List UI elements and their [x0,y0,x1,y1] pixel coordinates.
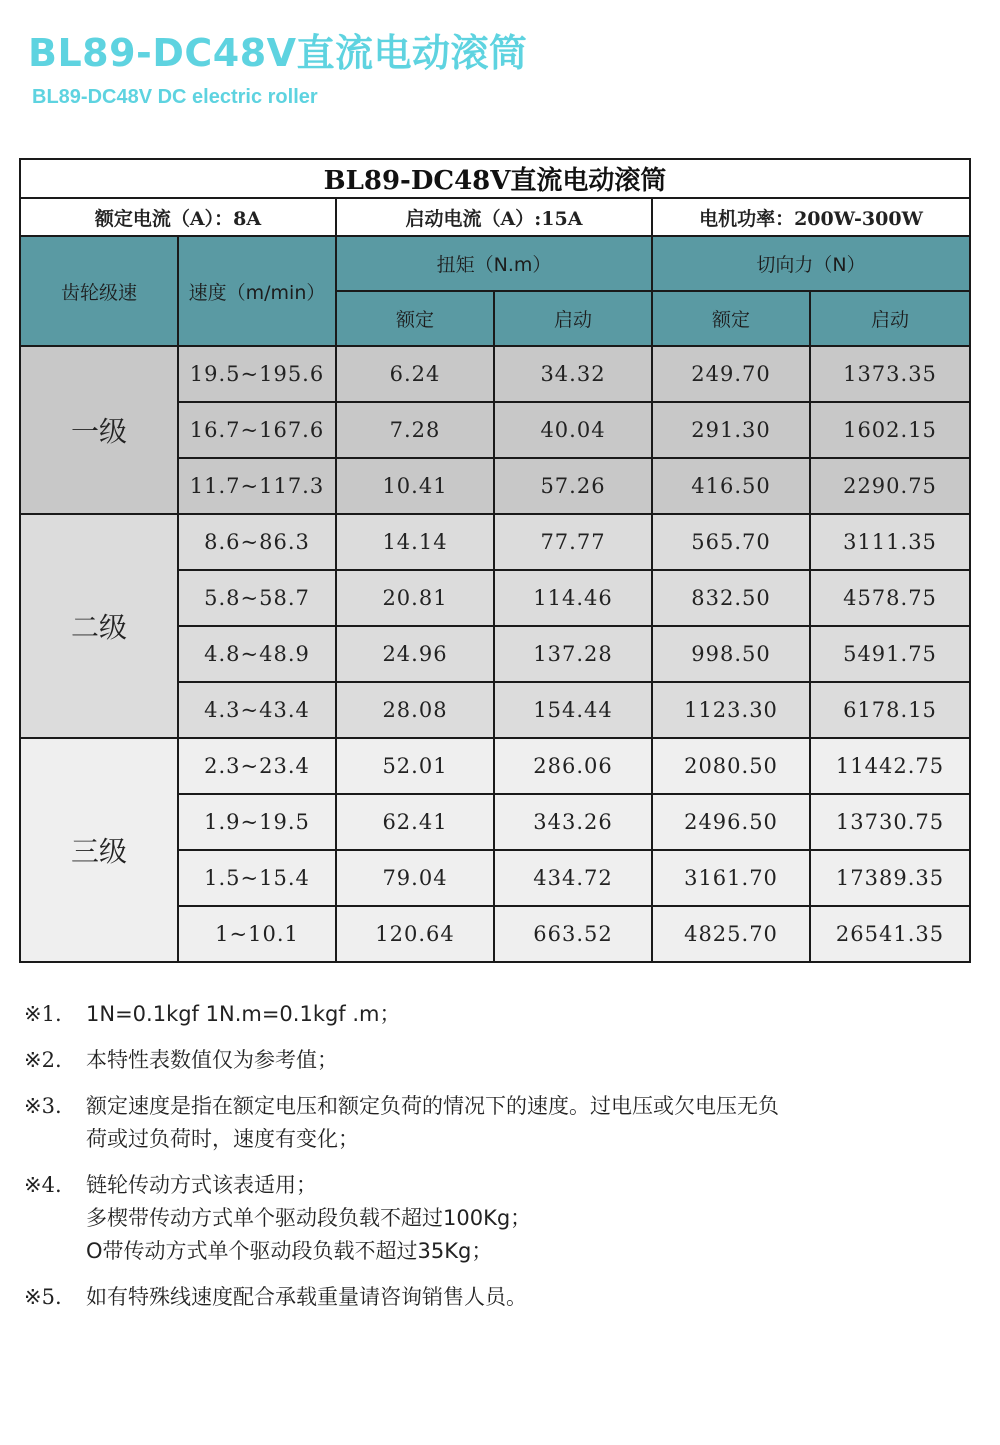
note-mark: ※1. [24,1002,62,1026]
torque-rated-cell: 20.81 [336,570,494,626]
force-rated-cell: 416.50 [652,458,810,514]
force-rated-cell: 249.70 [652,346,810,402]
header-gear-stage: 齿轮级速 [20,236,178,346]
note-line: 多楔带传动方式单个驱动段负载不超过100Kg； [86,1206,532,1230]
torque-rated-cell: 79.04 [336,850,494,906]
table-title: BL89-DC48V直流电动滚筒 [20,159,970,198]
torque-start-cell: 34.32 [494,346,652,402]
header-row-top [20,236,970,291]
torque-rated-cell: 120.64 [336,906,494,962]
spec-row [20,198,970,236]
torque-start-cell: 434.72 [494,850,652,906]
torque-rated-cell: 14.14 [336,514,494,570]
start-current-spec: 启动电流（A）:15A [336,198,652,236]
gear-stage-label: 二级 [20,514,178,738]
header-force-rated: 额定 [652,291,810,346]
force-start-cell: 1602.15 [810,402,970,458]
force-start-cell: 26541.35 [810,906,970,962]
force-start-cell: 2290.75 [810,458,970,514]
table-row [20,738,970,794]
header-torque-start: 启动 [494,291,652,346]
force-start-cell: 11442.75 [810,738,970,794]
spec-table [19,158,971,963]
force-rated-cell: 1123.30 [652,682,810,738]
force-rated-cell: 4825.70 [652,906,810,962]
torque-start-cell: 57.26 [494,458,652,514]
header-torque: 扭矩（N.m） [336,236,652,291]
note-text [86,998,974,1031]
gear-stage-label: 三级 [20,738,178,962]
note-line: O带传动方式单个驱动段负载不超过35Kg； [86,1239,493,1263]
force-start-cell: 4578.75 [810,570,970,626]
notes-list [24,998,974,1327]
force-start-cell: 3111.35 [810,514,970,570]
note-item [24,1169,974,1268]
torque-start-cell: 114.46 [494,570,652,626]
note-line: 链轮传动方式该表适用； [86,1173,317,1197]
speed-cell: 5.8~58.7 [178,570,336,626]
force-rated-cell: 291.30 [652,402,810,458]
table-title-row [20,159,970,198]
note-text [86,1090,974,1156]
note-line: 额定速度是指在额定电压和额定负荷的情况下的速度。过电压或欠电压无负 [86,1094,779,1118]
speed-cell: 11.7~117.3 [178,458,336,514]
spec-table-body [20,159,970,962]
speed-cell: 4.8~48.9 [178,626,336,682]
torque-start-cell: 40.04 [494,402,652,458]
header-torque-rated: 额定 [336,291,494,346]
header-force-start: 启动 [810,291,970,346]
force-rated-cell: 2496.50 [652,794,810,850]
speed-cell: 4.3~43.4 [178,682,336,738]
force-rated-cell: 565.70 [652,514,810,570]
speed-cell: 1.9~19.5 [178,794,336,850]
page-title: BL89-DC48V直流电动滚筒 [28,31,528,75]
page-subtitle: BL89-DC48V DC electric roller [32,86,318,108]
torque-start-cell: 154.44 [494,682,652,738]
torque-rated-cell: 24.96 [336,626,494,682]
torque-rated-cell: 6.24 [336,346,494,402]
header-tangential-force: 切向力（N） [652,236,970,291]
torque-start-cell: 77.77 [494,514,652,570]
note-text [86,1169,974,1268]
force-start-cell: 1373.35 [810,346,970,402]
force-start-cell: 13730.75 [810,794,970,850]
torque-start-cell: 343.26 [494,794,652,850]
speed-cell: 8.6~86.3 [178,514,336,570]
force-start-cell: 6178.15 [810,682,970,738]
torque-start-cell: 663.52 [494,906,652,962]
speed-cell: 19.5~195.6 [178,346,336,402]
force-start-cell: 17389.35 [810,850,970,906]
speed-cell: 1.5~15.4 [178,850,336,906]
rated-current-spec: 额定电流（A）：8A [20,198,336,236]
speed-cell: 1~10.1 [178,906,336,962]
gear-stage-label: 一级 [20,346,178,514]
torque-start-cell: 286.06 [494,738,652,794]
table-row [20,346,970,402]
note-line: 如有特殊线速度配合承载重量请咨询销售人员。 [86,1285,527,1309]
motor-power-spec: 电机功率：200W-300W [652,198,970,236]
force-rated-cell: 998.50 [652,626,810,682]
torque-rated-cell: 28.08 [336,682,494,738]
note-text [86,1044,974,1077]
note-item [24,1044,974,1077]
force-rated-cell: 2080.50 [652,738,810,794]
note-mark: ※3. [24,1094,62,1118]
torque-rated-cell: 62.41 [336,794,494,850]
speed-cell: 2.3~23.4 [178,738,336,794]
torque-rated-cell: 7.28 [336,402,494,458]
force-rated-cell: 832.50 [652,570,810,626]
note-item [24,998,974,1031]
note-mark: ※4. [24,1173,62,1197]
torque-start-cell: 137.28 [494,626,652,682]
note-line: 1N=0.1kgf 1N.m=0.1kgf .m； [86,1002,401,1026]
note-item [24,1281,974,1314]
note-mark: ※2. [24,1048,62,1072]
torque-rated-cell: 10.41 [336,458,494,514]
note-line: 本特性表数值仅为参考值； [86,1048,338,1072]
note-text [86,1281,974,1314]
speed-cell: 16.7~167.6 [178,402,336,458]
note-item [24,1090,974,1156]
note-mark: ※5. [24,1285,62,1309]
table-row [20,514,970,570]
torque-rated-cell: 52.01 [336,738,494,794]
note-line: 荷或过负荷时，速度有变化； [86,1127,359,1151]
force-start-cell: 5491.75 [810,626,970,682]
force-rated-cell: 3161.70 [652,850,810,906]
header-speed: 速度（m/min） [178,236,336,346]
